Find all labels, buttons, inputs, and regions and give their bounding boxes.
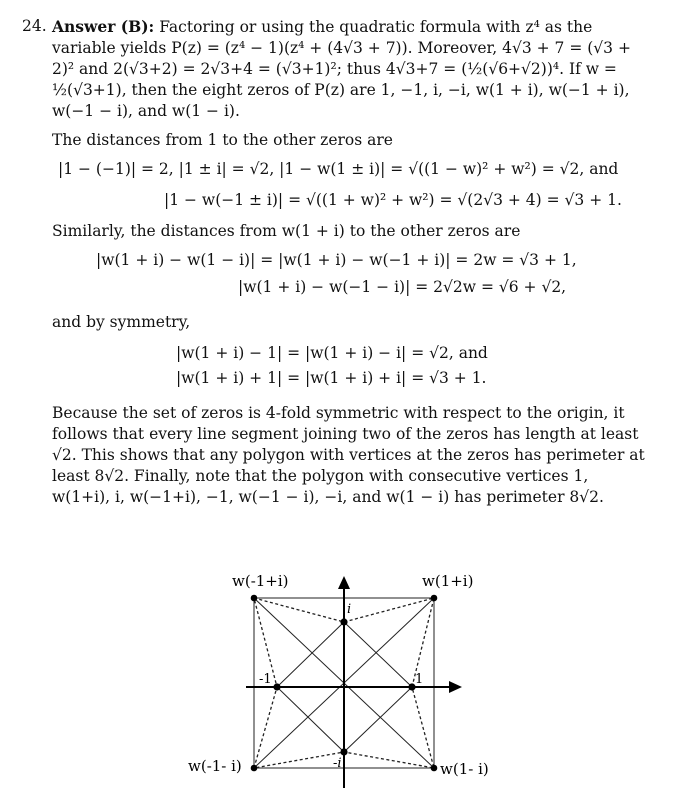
label-top-left: w(-1+i) bbox=[232, 572, 289, 590]
zero-point bbox=[431, 595, 438, 602]
real-axis-arrow bbox=[449, 681, 462, 693]
label-top-right: w(1+i) bbox=[422, 572, 474, 590]
conclusion-paragraph: Because the set of zeros is 4-fold symmetric with respect to the origin, it follows that every line segment joining two of the zeros has length at least √2. This shows that any polygon with vertices at the zeros has perimeter at least 8√2. Finally, note that the polygon with consecutive vertices 1, w(1+i), i, w(−1+i), −1, w(−1 − i), −i, and w(1 − i) has perimeter 8√2. bbox=[52, 404, 645, 506]
equation-4: |w(1 + i) − w(−1 − i)| = 2√2w = √6 + √2, bbox=[238, 278, 567, 296]
label-one: 1 bbox=[415, 672, 424, 687]
zero-point bbox=[251, 765, 258, 772]
zero-point bbox=[340, 618, 347, 625]
equation-6: |w(1 + i) + 1| = |w(1 + i) + i| = √3 + 1. bbox=[176, 369, 487, 387]
equation-3: |w(1 + i) − w(1 − i)| = |w(1 + i) − w(−1 + i)| = 2w = √3 + 1, bbox=[96, 251, 577, 269]
label-neg-one: -1 bbox=[259, 672, 272, 687]
label-neg-i: -i bbox=[333, 756, 342, 771]
answer-label: Answer (B): bbox=[52, 17, 155, 36]
zero-point bbox=[273, 683, 280, 690]
label-bottom-left: w(-1- i) bbox=[188, 757, 242, 775]
similarly-text: Similarly, the distances from w(1 + i) to the other zeros are bbox=[52, 222, 521, 240]
distances-intro: The distances from 1 to the other zeros are bbox=[52, 131, 393, 149]
equation-5: |w(1 + i) − 1| = |w(1 + i) − i| = √2, and bbox=[176, 344, 488, 362]
label-bottom-right: w(1- i) bbox=[440, 760, 489, 778]
zero-point bbox=[251, 595, 258, 602]
problem-number: 24. bbox=[22, 17, 47, 35]
label-i: i bbox=[347, 602, 352, 617]
answer-text: Factoring or using the quadratic formula with z⁴ as the variable yields P(z) = (z⁴ − 1)(z⁴ + (4√3 + 7)). Moreover, 4√3 + 7 = (√3 + 2)² and 2(√3+2) = 2√3+4 = (√3+1)²; thus 4√3+7 = (½(√6+√2))⁴. If w = ½(√3+1), then the eight zeros of P(z) are 1, −1, i, −i, w(1 + i), w(−1 + i), w(−1 − i), and w(1 − i). bbox=[52, 18, 631, 120]
zero-point bbox=[340, 748, 347, 755]
imaginary-axis-arrow bbox=[338, 576, 350, 589]
equation-1: |1 − (−1)| = 2, |1 ± i| = √2, |1 − w(1 ± i)| = √((1 − w)² + w²) = √2, and bbox=[58, 160, 619, 178]
symmetry-text: and by symmetry, bbox=[52, 313, 191, 331]
zero-point bbox=[431, 765, 438, 772]
equation-2: |1 − w(−1 ± i)| = √((1 + w)² + w²) = √(2√3 + 4) = √3 + 1. bbox=[164, 191, 622, 209]
